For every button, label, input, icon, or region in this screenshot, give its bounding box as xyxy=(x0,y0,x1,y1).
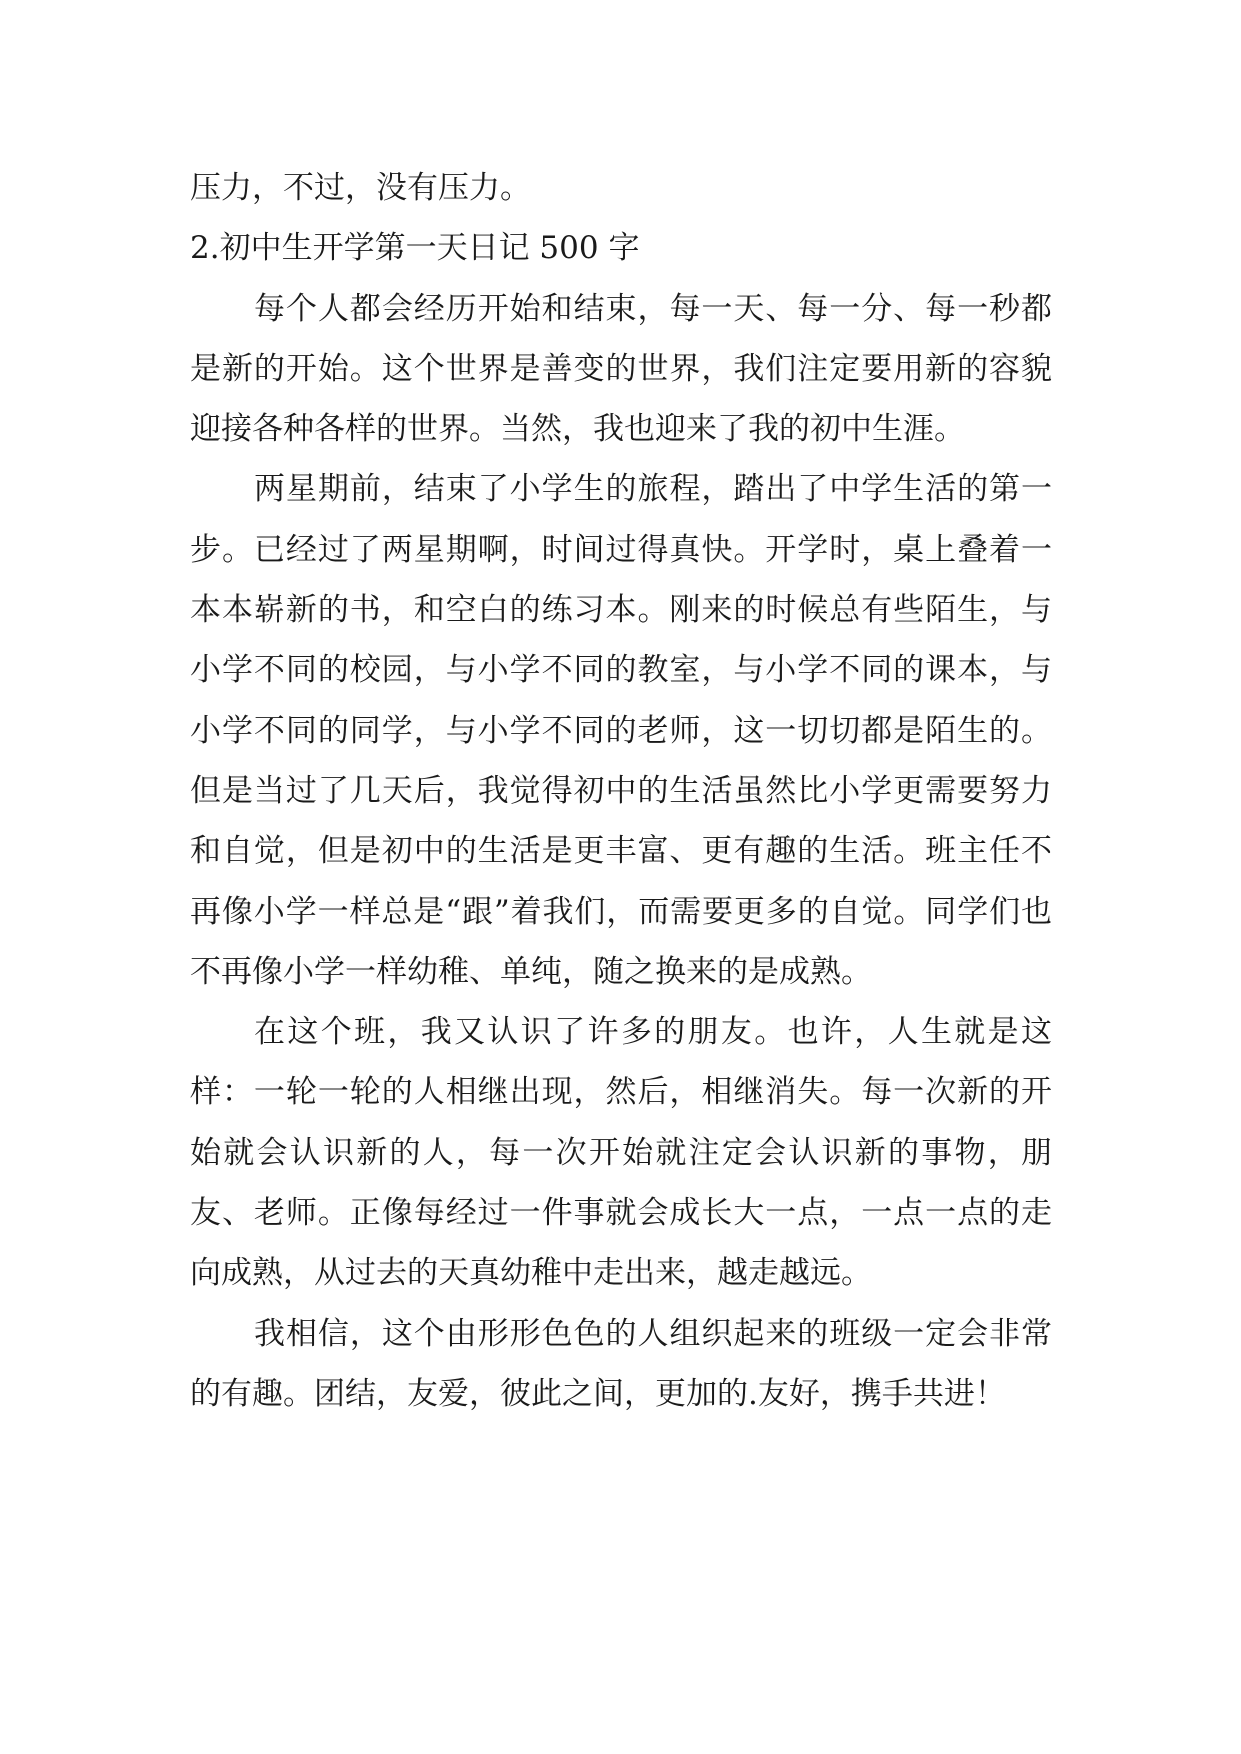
section-heading: 2.初中生开学第一天日记 500 字 xyxy=(190,230,640,267)
paragraph: 我相信，这个由形形色色的人组织起来的班级一定会非常的有趣。团结，友爱，彼此之间，更加的.友好，携手共进！ xyxy=(190,1315,1052,1412)
document-body xyxy=(190,158,1052,1424)
paragraph: 两星期前，结束了小学生的旅程，踏出了中学生活的第一步。已经过了两星期啊，时间过得真快。开学时，桌上叠着一本本崭新的书，和空白的练习本。刚来的时候总有些陌生，与小学不同的校园，与小学不同的教室，与小学不同的课本，与小学不同的同学，与小学不同的老师，这一切切都是陌生的。但是当过了几天后，我觉得初中的生活虽然比小学更需要努力和自觉，但是初中的生活是更丰富、更有趣的生活。班主任不再像小学一样总是“跟”着我们，而需要更多的自觉。同学们也不再像小学一样幼稚、单纯，随之换来的是成熟。 xyxy=(190,471,1052,990)
paragraph: 每个人都会经历开始和结束，每一天、每一分、每一秒都是新的开始。这个世界是善变的世界，我们注定要用新的容貌迎接各种各样的世界。当然，我也迎来了我的初中生涯。 xyxy=(190,290,1052,448)
previous-section-ending: 压力，不过，没有压力。 xyxy=(190,170,531,206)
paragraph: 在这个班，我又认识了许多的朋友。也许，人生就是这样：一轮一轮的人相继出现，然后，相继消失。每一次新的开始就会认识新的人，每一次开始就注定会认识新的事物，朋友、老师。正像每经过一件事就会成长大一点，一点一点的走向成熟，从过去的天真幼稚中走出来，越走越远。 xyxy=(190,1014,1052,1292)
